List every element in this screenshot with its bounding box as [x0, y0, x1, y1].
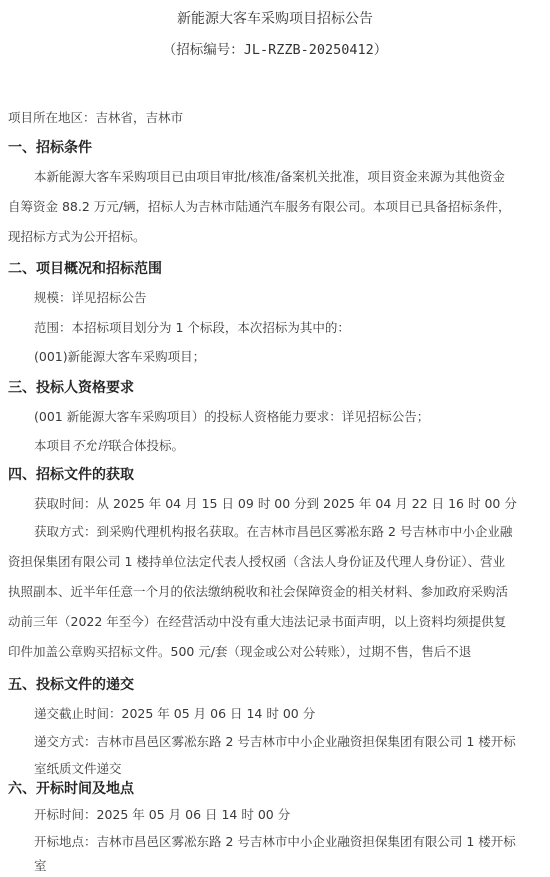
section-text-line: 规模：详见招标公告 [34, 290, 147, 305]
section-heading-qualifications: 三、投标人资格要求 [8, 380, 134, 396]
section-heading-document-acquisition: 四、招标文件的获取 [8, 467, 134, 483]
project-location: 项目所在地区：吉林省，吉林市 [8, 110, 184, 125]
section-text-line: 现招标方式为公开招标。 [8, 229, 146, 244]
bid-number: （招标编号：JL-RZZB-20250412） [162, 42, 388, 58]
section-text-line: (001 新能源大客车采购项目）的投标人资格能力要求：详见招标公告； [34, 409, 430, 424]
section-text-line: 获取时间：从 2025 年 04 月 15 日 09 时 00 分到 2025 年 04 月 22 日 16 时 00 分 [34, 496, 517, 511]
section-text-line: 自筹资金 88.2 万元/辆，招标人为吉林市陆通汽车服务有限公司。本项目已具备招标条件， [8, 199, 511, 214]
section-text-line: 范围：本招标项目划分为 1 个标段，本次招标为其中的： [34, 320, 350, 335]
text-segment: 本项目 [34, 438, 72, 453]
section-text-line: 递交截止时间：2025 年 05 月 06 日 14 时 00 分 [34, 706, 316, 721]
section-text-line: 开标时间：2025 年 05 月 06 日 14 时 00 分 [34, 807, 291, 822]
section-text-line: 执照副本、近半年任意一个月的依法缴纳税收和社会保障资金的相关材料、参加政府采购活 [8, 584, 509, 599]
text-segment: 联合体投标。 [109, 438, 185, 453]
section-heading-conditions: 一、招标条件 [8, 140, 92, 156]
section-text-line: 印件加盖公章购买招标文件。500 元/套（现金或公对公转账），过期不售，售后不退 [8, 644, 472, 659]
section-text-line: 室 [34, 858, 47, 873]
section-text-line: 资担保集团有限公司 1 楼持单位法定代表人授权函（含法人身份证及代理人身份证）、营业 [8, 554, 506, 569]
section-text-line: (001)新能源大客车采购项目； [34, 349, 206, 364]
section-text-line: 获取方式：到采购代理机构报名获取。在吉林市昌邑区雾凇东路 2 号吉林市中小企业融 [34, 524, 513, 539]
emphasis-text: 不允许 [71, 438, 110, 453]
section-text-line: 开标地点：吉林市昌邑区雾凇东路 2 号吉林市中小企业融资担保集团有限公司 1 楼开标 [34, 834, 516, 849]
page-title: 新能源大客车采购项目招标公告 [177, 11, 373, 27]
section-heading-submission: 五、投标文件的递交 [8, 677, 134, 693]
section-text-line: 本新能源大客车采购项目已由项目审批/核准/备案机关批准，项目资金来源为其他资金 [34, 169, 505, 184]
section-text-line: 室纸质文件递交 [34, 761, 122, 776]
section-heading-overview: 二、项目概况和招标范围 [8, 261, 162, 277]
section-text-line: 递交方式：吉林市昌邑区雾凇东路 2 号吉林市中小企业融资担保集团有限公司 1 楼开标 [34, 734, 516, 749]
section-text-line [34, 436, 184, 455]
section-heading-bid-opening: 六、开标时间及地点 [8, 781, 134, 797]
section-text-line: 动前三年（2022 年至今）在经营活动中没有重大违法记录书面声明，以上资料均须提供复 [8, 614, 507, 629]
